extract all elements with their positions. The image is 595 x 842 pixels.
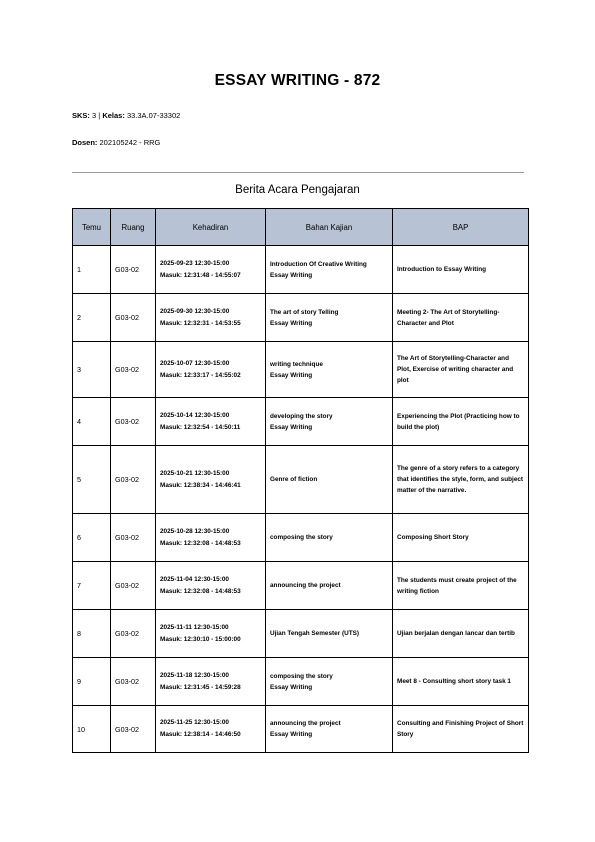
ruang-cell: G03-02: [111, 706, 156, 753]
attendance-time: Masuk: 12:38:34 - 14:46:41: [160, 481, 241, 489]
bahan-kajian-item: Essay Writing: [270, 371, 313, 379]
bahan-kajian-cell: [266, 610, 393, 658]
bahan-kajian-cell: [266, 706, 393, 753]
table-row: [73, 610, 529, 658]
kehadiran-cell: [156, 514, 266, 562]
ruang-cell: G03-02: [111, 246, 156, 294]
dosen-label: Dosen:: [72, 138, 98, 147]
course-meta: [72, 111, 180, 120]
ruang-cell: G03-02: [111, 398, 156, 446]
bahan-kajian-cell: [266, 658, 393, 706]
header-ruang: Ruang: [111, 209, 156, 246]
kelas-value: 33.3A.07-33302: [126, 111, 181, 120]
ruang-cell: G03-02: [111, 514, 156, 562]
bahan-kajian-cell: [266, 246, 393, 294]
table-row: [73, 446, 529, 514]
bap-cell: Ujian berjalan dengan lancar dan tertib: [393, 610, 529, 658]
schedule-time: 2025-10-07 12:30-15:00: [160, 359, 230, 367]
kehadiran-cell: [156, 342, 266, 398]
schedule-time: 2025-09-30 12:30-15:00: [160, 307, 230, 315]
bap-cell: The Art of Storytelling-Character and Plot, Exercise of writing character and plot: [393, 342, 529, 398]
bahan-kajian-cell: [266, 562, 393, 610]
temu-cell: 7: [73, 562, 111, 610]
temu-cell: 6: [73, 514, 111, 562]
table-row: [73, 514, 529, 562]
bahan-kajian-item: Introduction Of Creative Writing: [270, 260, 367, 268]
bahan-kajian-cell: [266, 294, 393, 342]
table-row: [73, 342, 529, 398]
bap-cell: Meeting 2- The Art of Storytelling- Character and Plot: [393, 294, 529, 342]
ruang-cell: G03-02: [111, 342, 156, 398]
bahan-kajian-item: Essay Writing: [270, 683, 313, 691]
kehadiran-cell: [156, 398, 266, 446]
page-title: ESSAY WRITING - 872: [214, 72, 381, 89]
attendance-time: Masuk: 12:32:08 - 14:48:53: [160, 587, 241, 595]
attendance-time: Masuk: 12:31:45 - 14:59:28: [160, 683, 241, 691]
schedule-time: 2025-11-04 12:30-15:00: [160, 575, 229, 583]
header-bap: BAP: [393, 209, 529, 246]
bahan-kajian-cell: [266, 446, 393, 514]
kehadiran-cell: [156, 294, 266, 342]
kehadiran-cell: [156, 610, 266, 658]
bahan-kajian-item: announcing the project: [270, 582, 341, 589]
kehadiran-cell: [156, 562, 266, 610]
attendance-time: Masuk: 12:31:48 - 14:55:07: [160, 271, 241, 279]
attendance-time: Masuk: 12:32:08 - 14:48:53: [160, 539, 241, 547]
attendance-time: Masuk: 12:32:54 - 14:50:11: [160, 423, 241, 431]
kehadiran-cell: [156, 246, 266, 294]
teaching-record-table: [72, 208, 529, 753]
bahan-kajian-item: Essay Writing: [270, 423, 313, 431]
bahan-kajian-cell: [266, 514, 393, 562]
bahan-kajian-item: Ujian Tengah Semester (UTS): [270, 630, 360, 637]
lecturer-meta: [72, 138, 160, 147]
bahan-kajian-item: Essay Writing: [270, 319, 313, 327]
kehadiran-cell: [156, 706, 266, 753]
bahan-kajian-item: Genre of fiction: [270, 476, 318, 483]
attendance-time: Masuk: 12:30:10 - 15:00:00: [160, 635, 241, 643]
temu-cell: 4: [73, 398, 111, 446]
schedule-time: 2025-10-21 12:30-15:00: [160, 469, 230, 477]
schedule-time: 2025-09-23 12:30-15:00: [160, 259, 230, 267]
header-bahan-kajian: Bahan Kajian: [266, 209, 393, 246]
table-row: [73, 562, 529, 610]
bahan-kajian-item: Essay Writing: [270, 271, 313, 279]
temu-cell: 1: [73, 246, 111, 294]
temu-cell: 9: [73, 658, 111, 706]
kehadiran-cell: [156, 658, 266, 706]
header-kehadiran: Kehadiran: [156, 209, 266, 246]
table-row: [73, 658, 529, 706]
bap-cell: Composing Short Story: [393, 514, 529, 562]
bahan-kajian-item: Essay Writing: [270, 731, 313, 738]
header-temu: Temu: [73, 209, 111, 246]
ruang-cell: G03-02: [111, 294, 156, 342]
ruang-cell: G03-02: [111, 658, 156, 706]
bap-cell: The students must create project of the writing fiction: [393, 562, 529, 610]
schedule-time: 2025-11-25 12:30-15:00: [160, 719, 229, 726]
bahan-kajian-item: announcing the project: [270, 720, 341, 727]
bap-cell: Introduction to Essay Writing: [393, 246, 529, 294]
table-row: [73, 294, 529, 342]
ruang-cell: G03-02: [111, 610, 156, 658]
section-title: Berita Acara Pengajaran: [235, 184, 360, 196]
temu-cell: 5: [73, 446, 111, 514]
sks-label: SKS:: [72, 111, 90, 120]
table-header-row: [73, 209, 529, 246]
bap-cell: Experiencing the Plot (Practicing how to build the plot): [393, 398, 529, 446]
attendance-time: Masuk: 12:33:17 - 14:55:02: [160, 371, 241, 379]
sks-value: 3: [92, 111, 97, 120]
schedule-time: 2025-10-28 12:30-15:00: [160, 527, 230, 535]
ruang-cell: G03-02: [111, 562, 156, 610]
bahan-kajian-item: The art of story Telling: [270, 308, 339, 316]
bahan-kajian-cell: [266, 398, 393, 446]
divider: [72, 172, 524, 173]
ruang-cell: G03-02: [111, 446, 156, 514]
kelas-label: Kelas:: [102, 111, 125, 120]
meta-separator: |: [98, 111, 101, 120]
temu-cell: 2: [73, 294, 111, 342]
dosen-value: 202105242 - RRG: [99, 138, 161, 147]
table-row: [73, 398, 529, 446]
temu-cell: 8: [73, 610, 111, 658]
table-row: [73, 246, 529, 294]
attendance-time: Masuk: 12:32:31 - 14:53:55: [160, 319, 241, 327]
bap-cell: Consulting and Finishing Project of Short Story: [393, 706, 529, 753]
temu-cell: 3: [73, 342, 111, 398]
kehadiran-cell: [156, 446, 266, 514]
bap-cell: Meet 8 - Consulting short story task 1: [393, 658, 529, 706]
bahan-kajian-item: composing the story: [270, 534, 333, 541]
schedule-time: 2025-11-11 12:30-15:00: [160, 623, 229, 631]
bahan-kajian-item: developing the story: [270, 412, 333, 420]
attendance-time: Masuk: 12:38:14 - 14:46:50: [160, 731, 241, 738]
schedule-time: 2025-11-18 12:30-15:00: [160, 671, 229, 679]
bahan-kajian-item: composing the story: [270, 672, 333, 680]
bap-cell: The genre of a story refers to a category that identifies the style, form, and subject matter of the narrative.: [393, 446, 529, 514]
bahan-kajian-item: writing technique: [270, 360, 323, 368]
temu-cell: 10: [73, 706, 111, 753]
table-row: [73, 706, 529, 753]
schedule-time: 2025-10-14 12:30-15:00: [160, 411, 230, 419]
bahan-kajian-cell: [266, 342, 393, 398]
